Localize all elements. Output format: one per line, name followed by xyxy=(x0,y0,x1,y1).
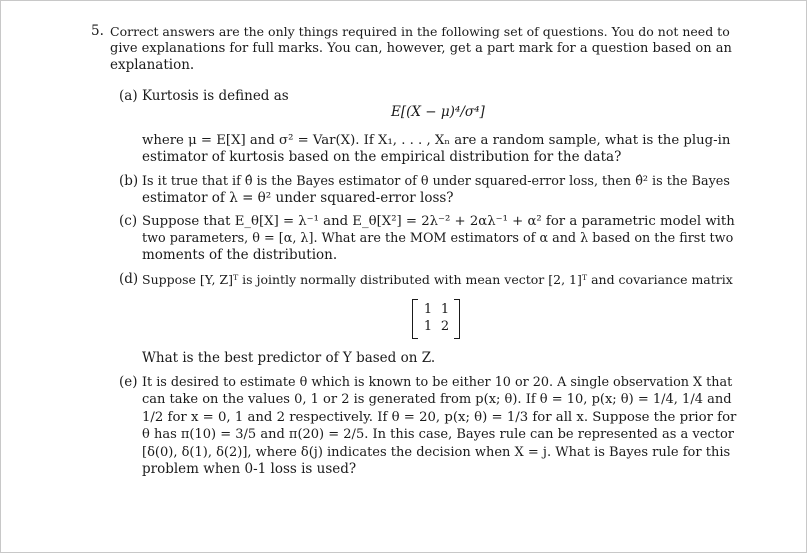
covariance-matrix xyxy=(412,299,460,339)
part-a-label: (a) xyxy=(119,88,138,104)
part-e-label: (e) xyxy=(119,374,138,390)
matrix-cell-2-1: 1 xyxy=(423,319,433,334)
part-d-line-1: Suppose [Y, Z]ᵀ is jointly normally distributed with mean vector [2, 1]ᵀ and covariance matrix xyxy=(142,272,733,287)
part-c-line-3: moments of the distribution. xyxy=(142,247,338,263)
matrix-right-bracket xyxy=(454,299,460,339)
part-b-line-1: Is it true that if θ̂ is the Bayes estimator of θ under squared-error loss, then θ̂² is the Bayes xyxy=(142,174,730,189)
part-e-line-6: problem when 0-1 loss is used? xyxy=(142,461,357,477)
part-c-label: (c) xyxy=(119,213,138,229)
part-b-label: (b) xyxy=(119,173,139,189)
part-e-line-2: can take on the values 0, 1 or 2 is generated from p(x; θ). If θ = 10, p(x; θ) = 1/4, 1/4 and xyxy=(142,392,732,407)
part-b-line-2: estimator of λ = θ² under squared-error loss? xyxy=(142,190,454,206)
part-c-line-2: two parameters, θ = [α, λ]. What are the MOM estimators of α and λ based on the first two xyxy=(142,231,734,246)
part-c-line-1: Suppose that E_θ[X] = λ⁻¹ and E_θ[X²] = 2λ⁻² + 2αλ⁻¹ + α² for a parametric model with xyxy=(142,214,735,229)
matrix-left-bracket xyxy=(412,299,418,339)
part-e-line-3: 1/2 for x = 0, 1 and 2 respectively. If θ = 20, p(x; θ) = 1/3 for all x. Suppose the prior for xyxy=(142,410,737,425)
question-number: 5. xyxy=(91,23,104,39)
part-a-after-2: estimator of kurtosis based on the empirical distribution for the data? xyxy=(142,149,622,165)
intro-line-3: explanation. xyxy=(110,57,195,73)
matrix-cell-2-2: 2 xyxy=(440,319,450,334)
part-e-line-4: θ has π(10) = 3/5 and π(20) = 2/5. In this case, Bayes rule can be represented as a vector xyxy=(142,427,735,442)
part-d-after-1: What is the best predictor of Y based on Z. xyxy=(142,350,436,366)
part-d-label: (d) xyxy=(119,271,139,287)
intro-line-1: Correct answers are the only things required in the following set of questions. You do not need to xyxy=(110,24,730,39)
part-e-line-1: It is desired to estimate θ which is known to be either 10 or 20. A single observation X that xyxy=(142,375,733,390)
part-a-after-1: where μ = E[X] and σ² = Var(X). If X₁, . . . , Xₙ are a random sample, what is the plug-in xyxy=(142,133,731,148)
matrix-cell-1-1: 1 xyxy=(423,302,433,317)
part-e-line-5: [δ(0), δ(1), δ(2)], where δ(j) indicates the decision when X = j. What is Bayes rule for this xyxy=(142,445,731,460)
matrix-cell-1-2: 1 xyxy=(440,302,450,317)
part-a-line-1: Kurtosis is defined as xyxy=(142,88,289,104)
intro-line-2: give explanations for full marks. You can, however, get a part mark for a question based on an xyxy=(110,41,732,56)
kurtosis-formula: E[(X − μ)⁴/σ⁴] xyxy=(391,104,485,120)
